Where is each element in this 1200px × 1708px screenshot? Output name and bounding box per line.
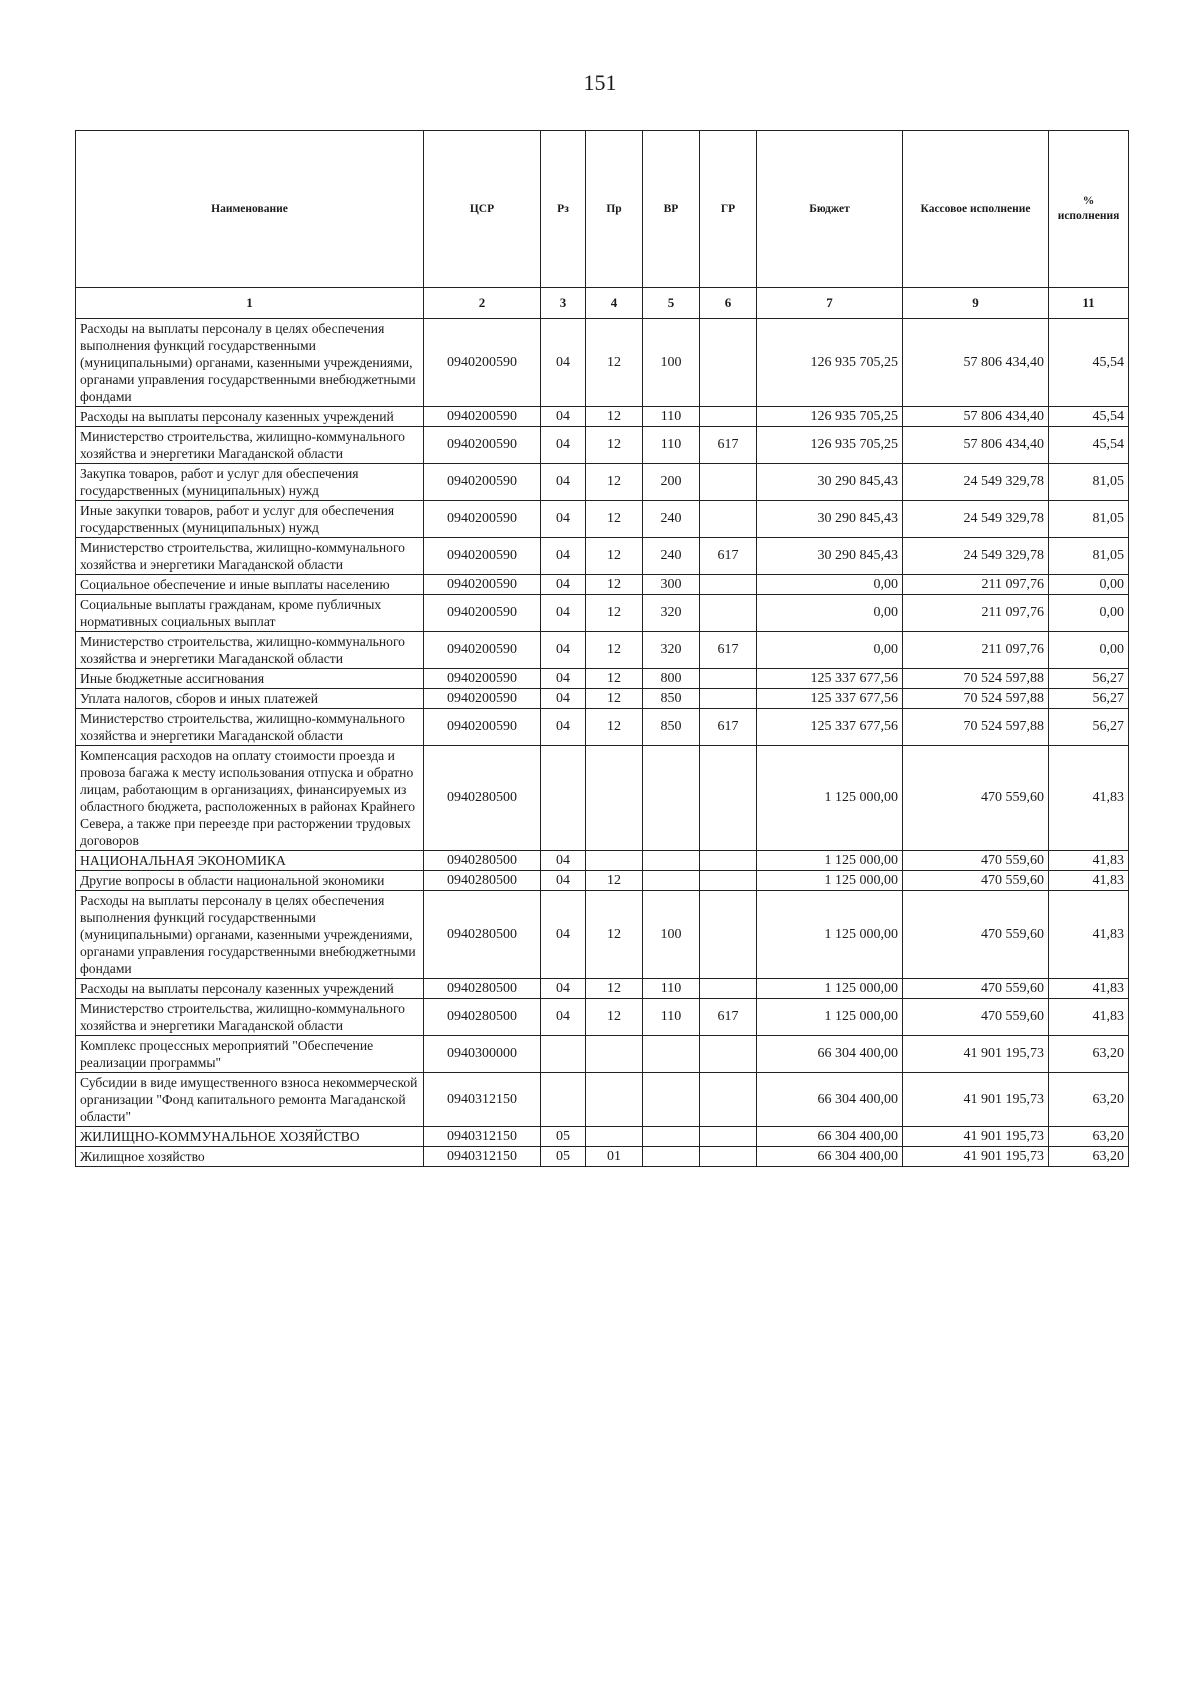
cell-vr: 240 xyxy=(643,538,700,575)
cell-rz: 04 xyxy=(541,464,586,501)
cell-cash: 57 806 434,40 xyxy=(903,427,1049,464)
cell-gr xyxy=(700,871,757,891)
cell-name: Иные закупки товаров, работ и услуг для обеспечения государственных (муниципальных) нужд xyxy=(76,501,424,538)
cell-percent: 41,83 xyxy=(1049,891,1129,979)
cell-pr: 12 xyxy=(586,999,643,1036)
cell-rz xyxy=(541,1036,586,1073)
cell-pr: 12 xyxy=(586,709,643,746)
cell-cash: 41 901 195,73 xyxy=(903,1127,1049,1147)
cell-vr xyxy=(643,1036,700,1073)
cell-percent: 63,20 xyxy=(1049,1073,1129,1127)
table-row xyxy=(76,501,1129,538)
cell-rz: 04 xyxy=(541,979,586,999)
cell-csr: 0940200590 xyxy=(424,464,541,501)
cell-vr xyxy=(643,746,700,851)
cell-rz: 05 xyxy=(541,1127,586,1147)
cell-name: Социальное обеспечение и иные выплаты населению xyxy=(76,575,424,595)
table-row xyxy=(76,595,1129,632)
cell-csr: 0940200590 xyxy=(424,427,541,464)
table-row xyxy=(76,669,1129,689)
cell-vr: 110 xyxy=(643,407,700,427)
table-row xyxy=(76,427,1129,464)
cell-vr: 320 xyxy=(643,632,700,669)
cell-cash: 24 549 329,78 xyxy=(903,464,1049,501)
cell-cash: 24 549 329,78 xyxy=(903,538,1049,575)
cell-gr xyxy=(700,575,757,595)
cell-cash: 41 901 195,73 xyxy=(903,1036,1049,1073)
cell-percent: 56,27 xyxy=(1049,689,1129,709)
cell-name: Министерство строительства, жилищно-коммунального хозяйства и энергетики Магаданской области xyxy=(76,632,424,669)
cell-gr xyxy=(700,595,757,632)
cell-gr: 617 xyxy=(700,538,757,575)
cell-rz: 04 xyxy=(541,669,586,689)
cell-cash: 211 097,76 xyxy=(903,632,1049,669)
column-number: 4 xyxy=(586,288,643,319)
table-row xyxy=(76,999,1129,1036)
cell-gr xyxy=(700,1036,757,1073)
header-cash: Кассовое исполнение xyxy=(903,131,1049,288)
cell-vr: 110 xyxy=(643,999,700,1036)
header-vr: ВР xyxy=(643,131,700,288)
cell-csr: 0940312150 xyxy=(424,1147,541,1167)
cell-name: ЖИЛИЩНО-КОММУНАЛЬНОЕ ХОЗЯЙСТВО xyxy=(76,1127,424,1147)
cell-rz: 04 xyxy=(541,689,586,709)
cell-csr: 0940200590 xyxy=(424,407,541,427)
header-name: Наименование xyxy=(76,131,424,288)
cell-budget: 30 290 845,43 xyxy=(757,464,903,501)
cell-name: Уплата налогов, сборов и иных платежей xyxy=(76,689,424,709)
cell-budget: 0,00 xyxy=(757,575,903,595)
cell-gr xyxy=(700,1127,757,1147)
cell-name: Министерство строительства, жилищно-коммунального хозяйства и энергетики Магаданской области xyxy=(76,538,424,575)
cell-percent: 45,54 xyxy=(1049,427,1129,464)
cell-cash: 470 559,60 xyxy=(903,891,1049,979)
cell-name: Расходы на выплаты персоналу казенных учреждений xyxy=(76,979,424,999)
cell-percent: 81,05 xyxy=(1049,538,1129,575)
cell-gr xyxy=(700,319,757,407)
cell-vr: 100 xyxy=(643,891,700,979)
table-row xyxy=(76,1073,1129,1127)
table-row xyxy=(76,538,1129,575)
cell-cash: 41 901 195,73 xyxy=(903,1073,1049,1127)
cell-name: Министерство строительства, жилищно-коммунального хозяйства и энергетики Магаданской области xyxy=(76,427,424,464)
cell-name: Жилищное хозяйство xyxy=(76,1147,424,1167)
column-number: 9 xyxy=(903,288,1049,319)
column-number: 1 xyxy=(76,288,424,319)
cell-budget: 0,00 xyxy=(757,632,903,669)
cell-vr: 850 xyxy=(643,709,700,746)
cell-name: Субсидии в виде имущественного взноса некоммерческой организации "Фонд капитального ремонта Магаданской области" xyxy=(76,1073,424,1127)
cell-vr xyxy=(643,1147,700,1167)
cell-pr xyxy=(586,851,643,871)
cell-rz: 05 xyxy=(541,1147,586,1167)
cell-cash: 211 097,76 xyxy=(903,575,1049,595)
cell-budget: 125 337 677,56 xyxy=(757,709,903,746)
cell-percent: 63,20 xyxy=(1049,1147,1129,1167)
cell-name: Социальные выплаты гражданам, кроме публичных нормативных социальных выплат xyxy=(76,595,424,632)
cell-gr xyxy=(700,1073,757,1127)
cell-csr: 0940280500 xyxy=(424,851,541,871)
cell-percent: 45,54 xyxy=(1049,319,1129,407)
cell-pr xyxy=(586,1036,643,1073)
cell-pr: 12 xyxy=(586,669,643,689)
cell-cash: 70 524 597,88 xyxy=(903,669,1049,689)
cell-vr: 100 xyxy=(643,319,700,407)
cell-vr xyxy=(643,851,700,871)
cell-gr xyxy=(700,669,757,689)
column-number-row xyxy=(76,288,1129,319)
cell-rz: 04 xyxy=(541,575,586,595)
cell-budget: 126 935 705,25 xyxy=(757,407,903,427)
cell-gr xyxy=(700,891,757,979)
cell-vr xyxy=(643,1073,700,1127)
cell-name: Другие вопросы в области национальной экономики xyxy=(76,871,424,891)
column-number: 6 xyxy=(700,288,757,319)
cell-csr: 0940200590 xyxy=(424,632,541,669)
cell-vr: 110 xyxy=(643,427,700,464)
cell-percent: 56,27 xyxy=(1049,709,1129,746)
cell-budget: 1 125 000,00 xyxy=(757,979,903,999)
cell-budget: 30 290 845,43 xyxy=(757,538,903,575)
cell-cash: 24 549 329,78 xyxy=(903,501,1049,538)
cell-budget: 125 337 677,56 xyxy=(757,669,903,689)
cell-vr: 240 xyxy=(643,501,700,538)
cell-percent: 41,83 xyxy=(1049,871,1129,891)
cell-pr xyxy=(586,1127,643,1147)
cell-pr: 12 xyxy=(586,689,643,709)
cell-cash: 41 901 195,73 xyxy=(903,1147,1049,1167)
cell-gr: 617 xyxy=(700,709,757,746)
cell-csr: 0940280500 xyxy=(424,871,541,891)
cell-rz: 04 xyxy=(541,407,586,427)
column-number: 5 xyxy=(643,288,700,319)
cell-budget: 126 935 705,25 xyxy=(757,427,903,464)
cell-percent: 56,27 xyxy=(1049,669,1129,689)
cell-csr: 0940280500 xyxy=(424,891,541,979)
cell-rz: 04 xyxy=(541,319,586,407)
cell-name: Закупка товаров, работ и услуг для обеспечения государственных (муниципальных) нужд xyxy=(76,464,424,501)
cell-pr: 12 xyxy=(586,319,643,407)
header-row xyxy=(76,131,1129,288)
cell-csr: 0940300000 xyxy=(424,1036,541,1073)
cell-rz: 04 xyxy=(541,595,586,632)
cell-budget: 66 304 400,00 xyxy=(757,1073,903,1127)
cell-vr: 300 xyxy=(643,575,700,595)
cell-vr: 200 xyxy=(643,464,700,501)
cell-cash: 470 559,60 xyxy=(903,999,1049,1036)
cell-budget: 1 125 000,00 xyxy=(757,746,903,851)
cell-budget: 1 125 000,00 xyxy=(757,999,903,1036)
cell-csr: 0940280500 xyxy=(424,746,541,851)
budget-table xyxy=(75,130,1129,1167)
cell-csr: 0940200590 xyxy=(424,669,541,689)
cell-pr: 12 xyxy=(586,891,643,979)
cell-cash: 57 806 434,40 xyxy=(903,319,1049,407)
cell-pr: 12 xyxy=(586,979,643,999)
cell-pr xyxy=(586,746,643,851)
cell-csr: 0940200590 xyxy=(424,709,541,746)
column-number: 3 xyxy=(541,288,586,319)
cell-gr: 617 xyxy=(700,632,757,669)
cell-gr: 617 xyxy=(700,999,757,1036)
cell-csr: 0940200590 xyxy=(424,575,541,595)
cell-csr: 0940200590 xyxy=(424,689,541,709)
header-percent: % исполнения xyxy=(1049,131,1129,288)
column-number: 7 xyxy=(757,288,903,319)
cell-percent: 0,00 xyxy=(1049,575,1129,595)
cell-name: Расходы на выплаты персоналу в целях обеспечения выполнения функций государственными (муниципальными) органами, казенными учреждениями, органами управления государственными внебюджетными фондами xyxy=(76,319,424,407)
cell-name: Иные бюджетные ассигнования xyxy=(76,669,424,689)
cell-vr xyxy=(643,1127,700,1147)
cell-percent: 63,20 xyxy=(1049,1036,1129,1073)
cell-gr xyxy=(700,689,757,709)
cell-cash: 211 097,76 xyxy=(903,595,1049,632)
cell-rz: 04 xyxy=(541,538,586,575)
cell-gr xyxy=(700,979,757,999)
table-body xyxy=(76,319,1129,1167)
cell-rz: 04 xyxy=(541,999,586,1036)
cell-name: Расходы на выплаты персоналу в целях обеспечения выполнения функций государственными (муниципальными) органами, казенными учреждениями, органами управления государственными внебюджетными фондами xyxy=(76,891,424,979)
cell-pr: 12 xyxy=(586,538,643,575)
table-row xyxy=(76,871,1129,891)
cell-rz: 04 xyxy=(541,632,586,669)
cell-csr: 0940280500 xyxy=(424,999,541,1036)
cell-name: Министерство строительства, жилищно-коммунального хозяйства и энергетики Магаданской области xyxy=(76,709,424,746)
table-row xyxy=(76,464,1129,501)
cell-vr: 320 xyxy=(643,595,700,632)
cell-rz xyxy=(541,746,586,851)
table-row xyxy=(76,709,1129,746)
cell-gr: 617 xyxy=(700,427,757,464)
cell-budget: 66 304 400,00 xyxy=(757,1036,903,1073)
cell-gr xyxy=(700,1147,757,1167)
cell-csr: 0940312150 xyxy=(424,1127,541,1147)
cell-cash: 470 559,60 xyxy=(903,871,1049,891)
cell-csr: 0940312150 xyxy=(424,1073,541,1127)
table-row xyxy=(76,1036,1129,1073)
header-rz: Рз xyxy=(541,131,586,288)
cell-gr xyxy=(700,501,757,538)
cell-cash: 470 559,60 xyxy=(903,979,1049,999)
cell-csr: 0940200590 xyxy=(424,595,541,632)
header-budget: Бюджет xyxy=(757,131,903,288)
table-row xyxy=(76,746,1129,851)
cell-rz: 04 xyxy=(541,851,586,871)
cell-rz: 04 xyxy=(541,427,586,464)
cell-budget: 126 935 705,25 xyxy=(757,319,903,407)
cell-pr: 12 xyxy=(586,575,643,595)
cell-budget: 66 304 400,00 xyxy=(757,1127,903,1147)
cell-rz: 04 xyxy=(541,871,586,891)
cell-csr: 0940200590 xyxy=(424,538,541,575)
cell-csr: 0940280500 xyxy=(424,979,541,999)
cell-vr xyxy=(643,871,700,891)
cell-vr: 850 xyxy=(643,689,700,709)
cell-name: НАЦИОНАЛЬНАЯ ЭКОНОМИКА xyxy=(76,851,424,871)
page-number: 151 xyxy=(583,70,617,95)
table-row xyxy=(76,891,1129,979)
cell-budget: 1 125 000,00 xyxy=(757,851,903,871)
cell-percent: 0,00 xyxy=(1049,595,1129,632)
cell-pr: 12 xyxy=(586,871,643,891)
cell-name: Министерство строительства, жилищно-коммунального хозяйства и энергетики Магаданской области xyxy=(76,999,424,1036)
cell-percent: 63,20 xyxy=(1049,1127,1129,1147)
header-gr: ГР xyxy=(700,131,757,288)
cell-name: Компенсация расходов на оплату стоимости проезда и провоза багажа к месту использования отпуска и обратно лицам, работающим в организациях, финансируемых из областного бюджета, расположенных в районах Крайнего Севера, а также при переезде при расторжении трудовых договоров xyxy=(76,746,424,851)
cell-percent: 41,83 xyxy=(1049,851,1129,871)
table-row xyxy=(76,689,1129,709)
table-row xyxy=(76,851,1129,871)
cell-pr: 01 xyxy=(586,1147,643,1167)
cell-gr xyxy=(700,851,757,871)
cell-budget: 0,00 xyxy=(757,595,903,632)
cell-percent: 0,00 xyxy=(1049,632,1129,669)
table-row xyxy=(76,319,1129,407)
cell-percent: 81,05 xyxy=(1049,501,1129,538)
table-row xyxy=(76,407,1129,427)
table-row xyxy=(76,979,1129,999)
cell-budget: 1 125 000,00 xyxy=(757,871,903,891)
table-row xyxy=(76,575,1129,595)
cell-rz: 04 xyxy=(541,709,586,746)
header-csr: ЦСР xyxy=(424,131,541,288)
cell-vr: 110 xyxy=(643,979,700,999)
cell-gr xyxy=(700,746,757,851)
cell-pr: 12 xyxy=(586,595,643,632)
cell-csr: 0940200590 xyxy=(424,319,541,407)
cell-cash: 70 524 597,88 xyxy=(903,689,1049,709)
cell-cash: 57 806 434,40 xyxy=(903,407,1049,427)
column-number: 11 xyxy=(1049,288,1129,319)
cell-percent: 45,54 xyxy=(1049,407,1129,427)
cell-pr: 12 xyxy=(586,407,643,427)
cell-pr: 12 xyxy=(586,427,643,464)
column-number: 2 xyxy=(424,288,541,319)
cell-budget: 1 125 000,00 xyxy=(757,891,903,979)
cell-rz xyxy=(541,1073,586,1127)
cell-pr: 12 xyxy=(586,464,643,501)
cell-pr: 12 xyxy=(586,501,643,538)
table-row xyxy=(76,1147,1129,1167)
cell-rz: 04 xyxy=(541,501,586,538)
cell-budget: 125 337 677,56 xyxy=(757,689,903,709)
cell-vr: 800 xyxy=(643,669,700,689)
cell-percent: 41,83 xyxy=(1049,979,1129,999)
cell-cash: 70 524 597,88 xyxy=(903,709,1049,746)
cell-percent: 81,05 xyxy=(1049,464,1129,501)
cell-pr xyxy=(586,1073,643,1127)
cell-budget: 30 290 845,43 xyxy=(757,501,903,538)
cell-percent: 41,83 xyxy=(1049,999,1129,1036)
cell-gr xyxy=(700,464,757,501)
cell-name: Комплекс процессных мероприятий "Обеспечение реализации программы" xyxy=(76,1036,424,1073)
cell-rz: 04 xyxy=(541,891,586,979)
cell-name: Расходы на выплаты персоналу казенных учреждений xyxy=(76,407,424,427)
cell-csr: 0940200590 xyxy=(424,501,541,538)
cell-gr xyxy=(700,407,757,427)
table-row xyxy=(76,632,1129,669)
cell-cash: 470 559,60 xyxy=(903,746,1049,851)
header-pr: Пр xyxy=(586,131,643,288)
cell-budget: 66 304 400,00 xyxy=(757,1147,903,1167)
cell-percent: 41,83 xyxy=(1049,746,1129,851)
cell-cash: 470 559,60 xyxy=(903,851,1049,871)
cell-pr: 12 xyxy=(586,632,643,669)
table-row xyxy=(76,1127,1129,1147)
